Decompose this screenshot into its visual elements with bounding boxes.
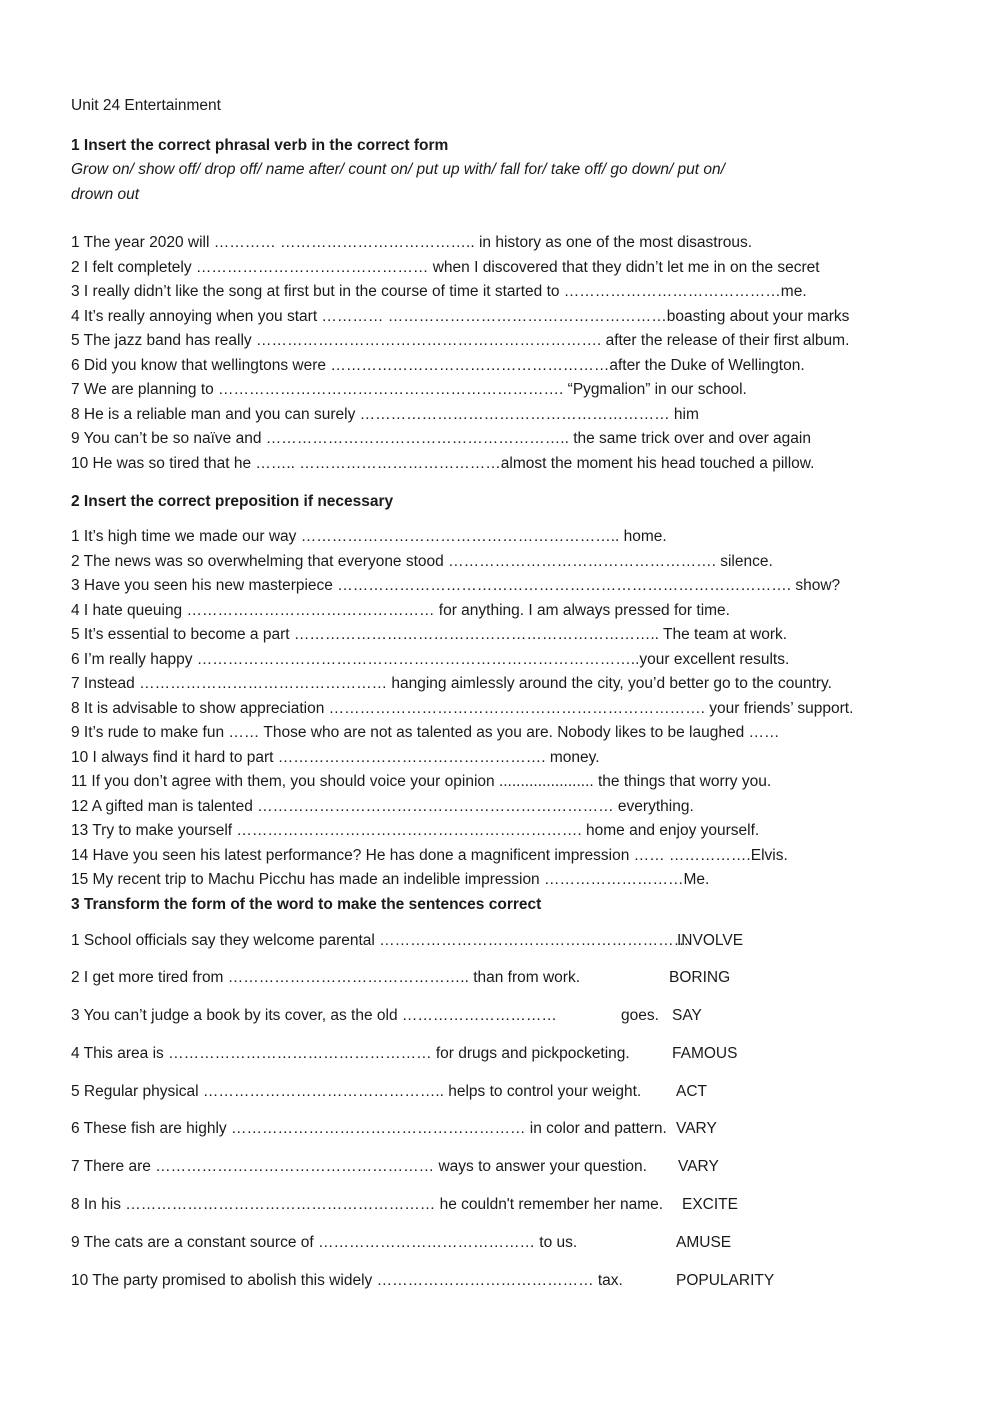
- section1-items: [71, 231, 871, 476]
- section3-title: 3 Transform the form of the word to make the sentences correct: [71, 895, 542, 913]
- section1-item: 6 Did you know that wellingtons were ………………………………………………after the Duke of Wellington.: [71, 356, 805, 374]
- section1-item: 7 We are planning to …………………………………………………………. “Pygmalion” in our school.: [71, 381, 747, 398]
- section2-item: 9 It’s rude to make fun …… Those who are not as talented as you are. Nobody likes to be laughed ……: [71, 724, 780, 741]
- section1-title: 1 Insert the correct phrasal verb in the correct form: [71, 137, 449, 154]
- section2-item: 8 It is advisable to show appreciation ………………………………………………………………. your friends’ support.: [71, 699, 854, 717]
- section1-item: 4 It’s really annoying when you start ………… ………………………………………………boasting about your marks: [71, 307, 850, 325]
- section3-base-word: AMUSE: [676, 1233, 732, 1251]
- section3-base-word: FAMOUS: [672, 1044, 738, 1062]
- section3-item: [71, 1080, 871, 1118]
- section3-item: [71, 1193, 871, 1231]
- section1-item: 10 He was so tired that he …….. …………………………………almost the moment his head touched a pillow.: [71, 454, 815, 472]
- section2-item: 7 Instead ………………………………………… hanging aimlessly around the city, you’d better go to the country.: [71, 675, 832, 692]
- section2-item: 13 Try to make yourself …………………………………………………………. home and enjoy yourself.: [71, 822, 760, 839]
- section2-item: 3 Have you seen his new masterpiece ……………………………………………………………………………. show?: [71, 577, 841, 594]
- section2-item: 1 It’s high time we made our way …………………………………………………….. home.: [71, 528, 667, 545]
- section2-item: 10 I always find it hard to part ……………………………………………. money.: [71, 748, 600, 766]
- section3-sentence: 10 The party promised to abolish this widely …………………………………… tax.: [71, 1271, 623, 1289]
- section2-item: 6 I’m really happy …………………………………………………………………………..your excellent results.: [71, 650, 790, 668]
- section2-item: 4 I hate queuing ………………………………………… for anything. I am always pressed for time.: [71, 601, 730, 619]
- unit-title: Unit 24 Entertainment: [71, 97, 221, 114]
- section3-items: [71, 929, 871, 1307]
- worksheet-page: [71, 94, 871, 1306]
- section1-item: 8 He is a reliable man and you can surely …………………………………………………… him: [71, 405, 699, 423]
- section1-item: 1 The year 2020 will ………… ……………………………….. in history as one of the most disastrous.: [71, 234, 753, 251]
- section3-sentence: 8 In his …………………………………………………… he couldn't remember her name.: [71, 1196, 664, 1214]
- section3-item: [71, 1117, 871, 1155]
- section3-item: [71, 1231, 871, 1269]
- section3-item: [71, 966, 871, 1004]
- section1-item: 9 You can’t be so naïve and ………………………………………………….. the same trick over and over again: [71, 430, 811, 447]
- section3-sentence: 9 The cats are a constant source of …………………………………… to us.: [71, 1233, 578, 1251]
- section3-item: [71, 1042, 871, 1080]
- section3-base-word: VARY: [678, 1158, 719, 1176]
- section3-item: [71, 929, 871, 967]
- section1-word-list-line-2: drown out: [71, 185, 140, 203]
- section2-item: 15 My recent trip to Machu Picchu has made an indelible impression ………………………Me.: [71, 871, 710, 888]
- section3-item: [71, 1155, 871, 1193]
- section2-items: [71, 525, 871, 893]
- section3-base-word: VARY: [676, 1120, 717, 1138]
- section2-item: 11 If you don’t agree with them, you should voice your opinion ...................... the things that worry you.: [71, 773, 772, 790]
- section3-sentence: 2 I get more tired from ……………………………………….. than from work.: [71, 969, 581, 987]
- section2-item: 14 Have you seen his latest performance? He has done a magnificent impression …… …………….Elvis.: [71, 846, 788, 864]
- section3-base-word: INVOLVE: [677, 931, 744, 949]
- section1-item: 5 The jazz band has really …………………………………………………………. after the release of their first album.: [71, 332, 850, 349]
- section1-word-list-line-1: Grow on/ show off/ drop off/ name after/ count on/ put up with/ fall for/ take off/ go down/ put on/: [71, 161, 725, 178]
- section3-base-word: BORING: [669, 969, 731, 987]
- section3-sentence: 3 You can’t judge a book by its cover, as the old …………………………: [71, 1007, 557, 1025]
- section2-item: 2 The news was so overwhelming that everyone stood ……………………………………………. silence.: [71, 552, 773, 570]
- section3-sentence: 4 This area is …………………………………………… for drugs and pickpocketing.: [71, 1044, 630, 1062]
- section3-base-word: ACT: [676, 1082, 707, 1100]
- section3-sentence: 7 There are ……………………………………………… ways to answer your question.: [71, 1158, 647, 1176]
- section3-sentence-end: goes.: [621, 1007, 659, 1025]
- section3-item: [71, 1269, 871, 1307]
- section3-base-word: POPULARITY: [676, 1271, 775, 1289]
- section3-sentence: 6 These fish are highly ………………………………………………… in color and pattern.: [71, 1120, 667, 1138]
- section1-item: 2 I felt completely ……………………………………… when I discovered that they didn’t let me in on the secret: [71, 258, 820, 276]
- section3-sentence: 5 Regular physical ……………………………………….. helps to control your weight.: [71, 1082, 642, 1100]
- section3-item: [71, 1004, 871, 1042]
- section2-item: 5 It’s essential to become a part …………………………………………………………….. The team at work.: [71, 626, 788, 643]
- section3-base-word: EXCITE: [682, 1196, 738, 1214]
- section3-sentence: 1 School officials say they welcome parental ……………………………………………………: [71, 931, 690, 949]
- section1-item: 3 I really didn’t like the song at first but in the course of time it started to ……………………………………me.: [71, 283, 807, 300]
- section2-title: 2 Insert the correct preposition if necessary: [71, 493, 394, 510]
- section3-base-word: SAY: [672, 1007, 702, 1025]
- section2-item: 12 A gifted man is talented …………………………………………………………… everything.: [71, 797, 694, 815]
